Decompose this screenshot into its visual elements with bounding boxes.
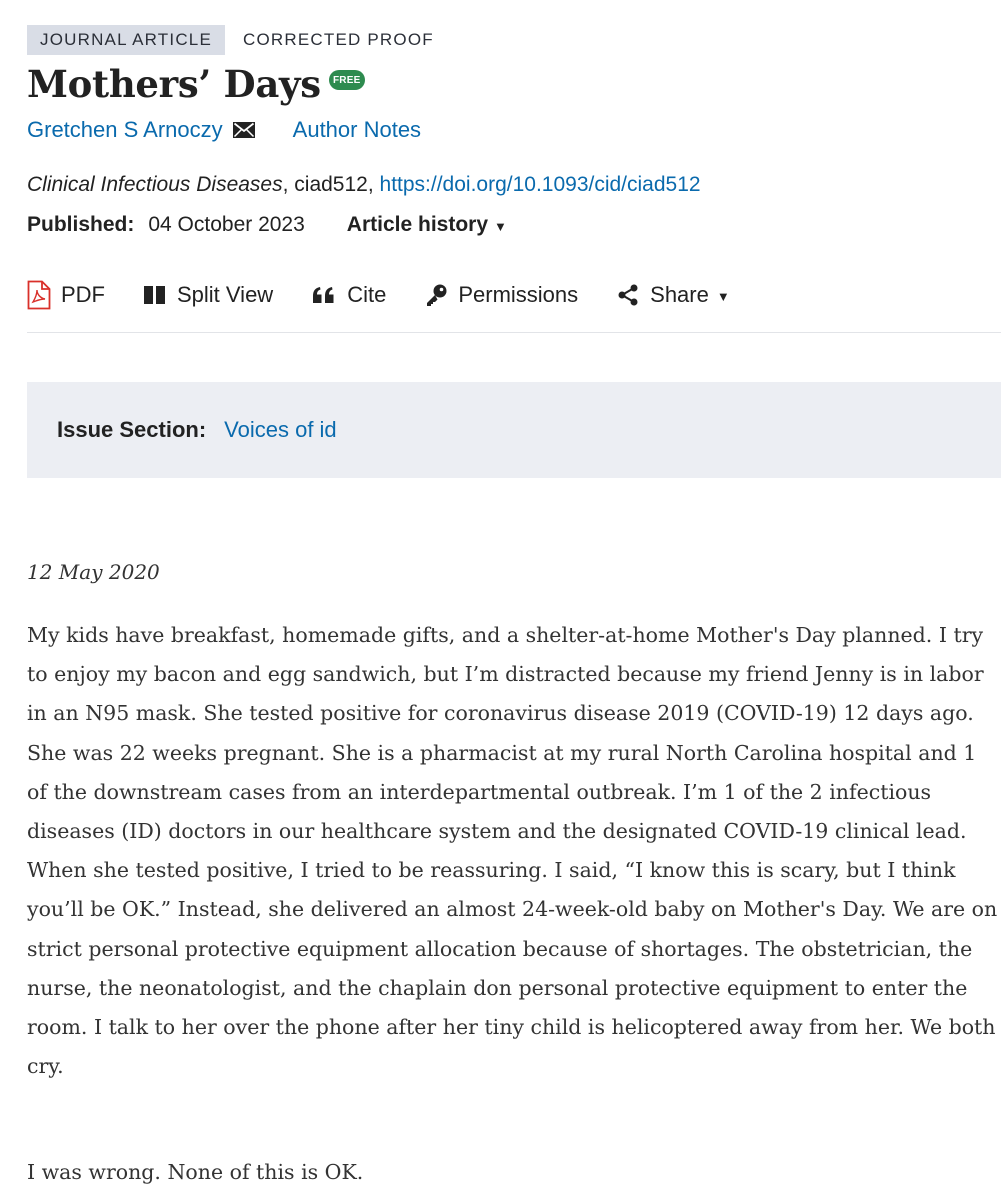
article-id: , ciad512, xyxy=(282,173,380,196)
author-row xyxy=(27,117,421,143)
published-date: 04 October 2023 xyxy=(148,213,305,236)
permissions-label: Permissions xyxy=(458,282,579,307)
article-history-label: Article history xyxy=(346,213,489,236)
issue-section-label: Issue Section: xyxy=(57,417,207,442)
dateline: 12 May 2020 xyxy=(27,560,160,584)
split-view-label: Split View xyxy=(177,282,274,307)
body-paragraph: My kids have breakfast, homemade gifts, and a shelter-at-home Mother's Day planned. I try to enjoy my bacon and egg sandwich, but I’m distracted because my friend Jenny is in labor in an N95 mask. She tested positive for coronavirus disease 2019 (COVID-19) 12 days ago. She was 22 weeks pregnant. She is a pharmacist at my rural North Carolina hospital and 1 of the downstream cases from an interdepartmental outbreak. I’m 1 of the 2 infectious diseases (ID) doctors in our healthcare system and the designated COVID-19 clinical lead. When she tested positive, I tried to be reassuring. I said, “I know this is scary, but I think you’ll be OK.” Instead, she delivered an almost 24-week-old baby on Mother's Day. We are on strict personal protective equipment allocation because of shortages. The obstetrician, the nurse, the neonatologist, and the chaplain don personal protective equipment to enter the room. I talk to her over the phone after her tiny child is helicoptered away from her. We both cry. xyxy=(27,623,998,1079)
published-row xyxy=(27,213,507,237)
share-label: Share xyxy=(650,282,709,307)
share-button[interactable] xyxy=(616,282,730,308)
envelope-icon[interactable] xyxy=(233,122,255,138)
split-view-icon xyxy=(143,285,167,305)
title-row xyxy=(27,62,365,106)
split-view-button[interactable] xyxy=(143,282,273,308)
permissions-button[interactable] xyxy=(424,282,578,308)
doi-link[interactable]: https://doi.org/10.1093/cid/ciad512 xyxy=(379,173,701,196)
article-title: Mothers’ Days xyxy=(27,62,321,106)
issue-section-link[interactable]: Voices of id xyxy=(224,417,337,442)
pdf-icon xyxy=(27,280,51,310)
key-icon xyxy=(424,283,448,307)
journal-name: Clinical Infectious Diseases xyxy=(27,173,283,196)
toolbar-divider xyxy=(27,332,1001,333)
share-icon xyxy=(616,283,640,307)
quote-icon xyxy=(311,285,337,305)
article-type-badge: JOURNAL ARTICLE xyxy=(27,25,225,55)
cite-button[interactable] xyxy=(311,282,386,308)
author-notes-link[interactable]: Author Notes xyxy=(292,117,422,142)
article-labels xyxy=(27,25,434,55)
body-paragraph: I was wrong. None of this is OK. xyxy=(27,1160,364,1184)
citation-line xyxy=(27,173,701,197)
caret-down-icon: ▼ xyxy=(716,289,730,304)
issue-section-box xyxy=(27,382,1001,478)
pdf-button[interactable] xyxy=(27,280,105,310)
caret-down-icon: ▼ xyxy=(494,219,507,234)
article-toolbar xyxy=(27,280,768,310)
free-badge: FREE xyxy=(329,70,365,90)
author-link[interactable]: Gretchen S Arnoczy xyxy=(27,117,223,142)
article-history-toggle[interactable] xyxy=(347,213,507,237)
published-label: Published: xyxy=(27,213,135,236)
cite-label: Cite xyxy=(347,282,387,307)
pdf-label: PDF xyxy=(61,282,105,307)
article-status: CORRECTED PROOF xyxy=(243,30,434,49)
